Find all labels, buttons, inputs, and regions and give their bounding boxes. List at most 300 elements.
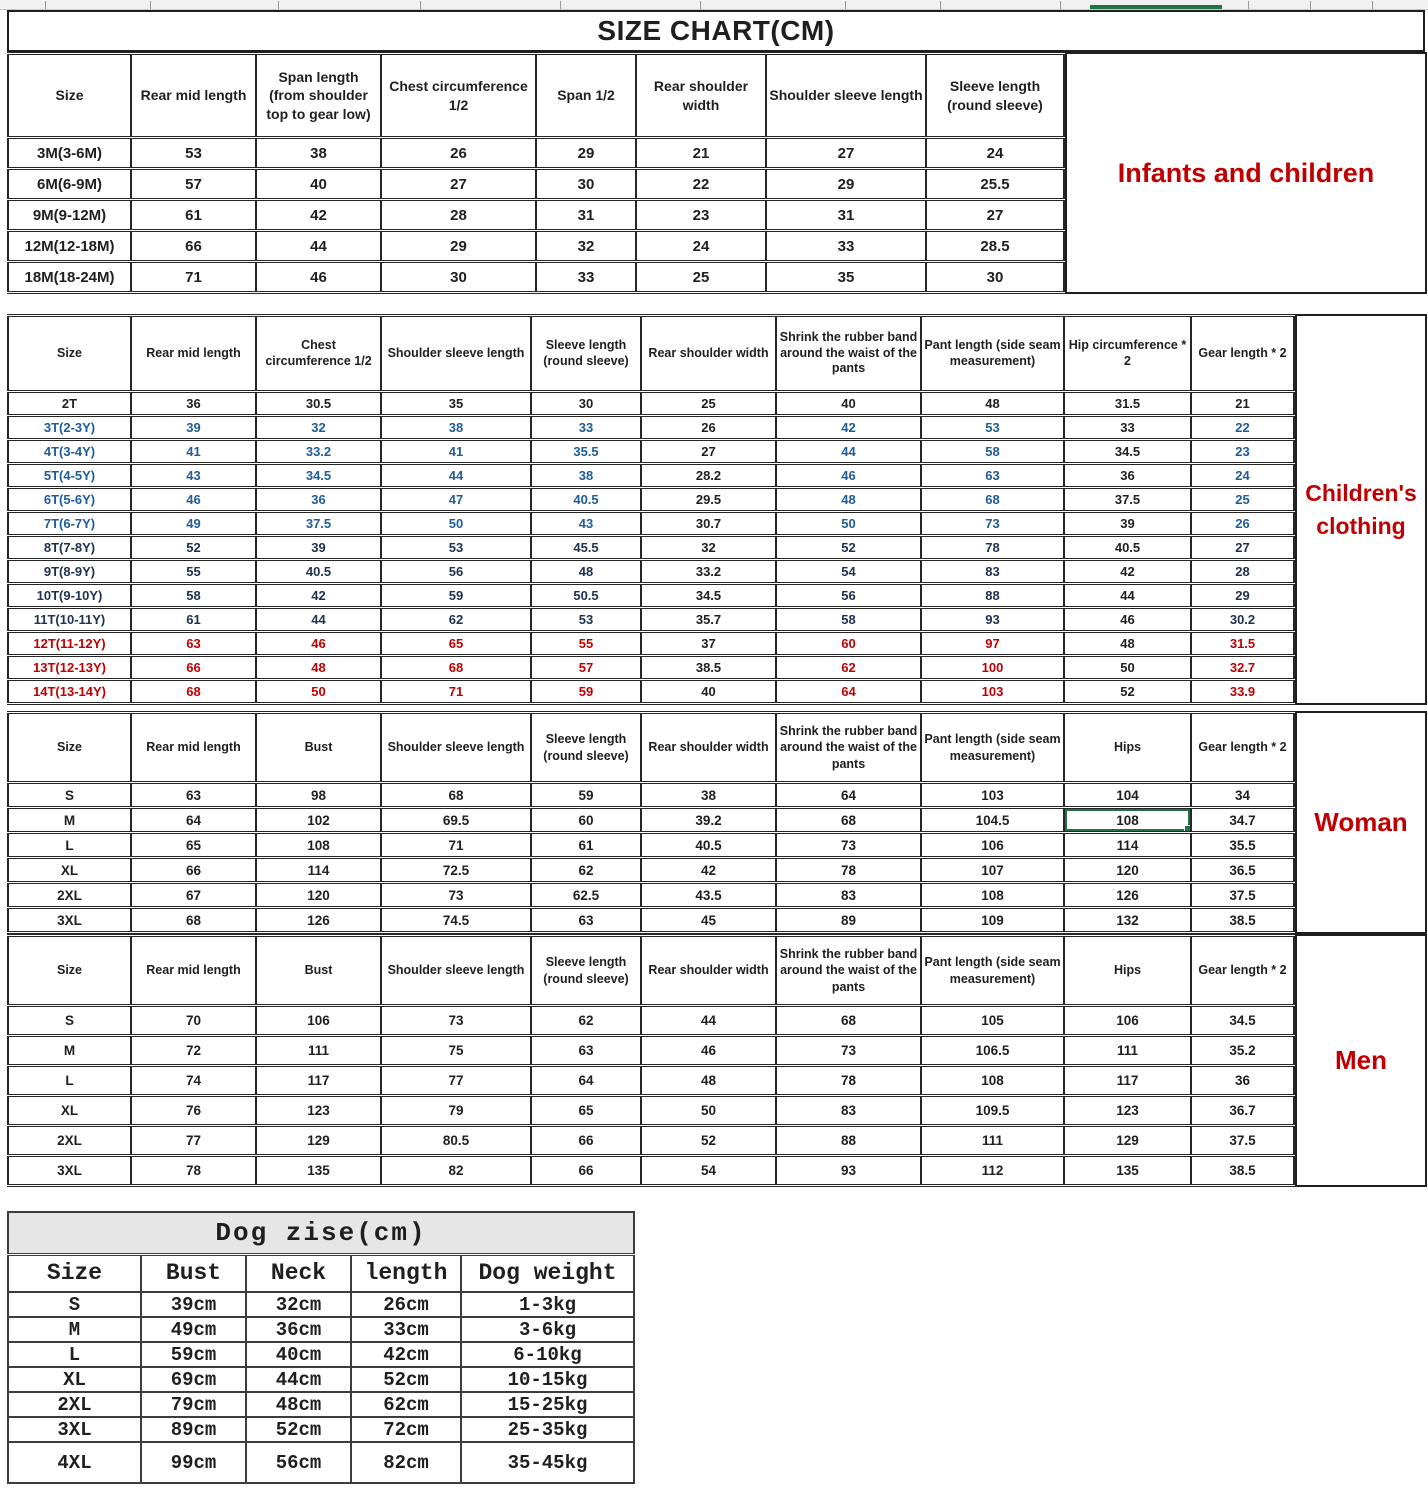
value-cell: 48: [776, 488, 921, 512]
value-cell: 63: [921, 464, 1064, 488]
dog-size-table: [7, 1211, 635, 1484]
value-cell: 36: [256, 488, 381, 512]
row-size-cell: 9T(8-9Y): [8, 560, 131, 584]
value-cell: 44: [381, 464, 531, 488]
table-row: [8, 584, 1294, 608]
value-cell: 35.5: [531, 440, 641, 464]
row-size-cell: 14T(13-14Y): [8, 680, 131, 704]
value-cell: 39.2: [641, 808, 776, 833]
value-cell: 1-3kg: [461, 1292, 634, 1317]
value-cell: 36: [1064, 464, 1191, 488]
infants-section: [7, 52, 1428, 294]
table-row: [8, 138, 1064, 169]
value-cell: 46: [776, 464, 921, 488]
column-header: Rear shoulder width: [641, 713, 776, 783]
value-cell: 48: [531, 560, 641, 584]
table-row: [8, 1006, 1294, 1036]
row-size-cell: 8T(7-8Y): [8, 536, 131, 560]
value-cell: 42cm: [351, 1342, 461, 1367]
value-cell: 32.7: [1191, 656, 1294, 680]
row-size-cell: 6T(5-6Y): [8, 488, 131, 512]
value-cell: 44: [256, 231, 381, 262]
grid-tick: [150, 1, 151, 9]
value-cell: 72cm: [351, 1417, 461, 1442]
value-cell: 99cm: [141, 1442, 246, 1483]
value-cell: 59cm: [141, 1342, 246, 1367]
row-size-cell: 5T(4-5Y): [8, 464, 131, 488]
value-cell: 103: [921, 783, 1064, 808]
row-size-cell: L: [8, 833, 131, 858]
spreadsheet-grid-strip: [0, 0, 1428, 10]
grid-tick: [420, 1, 421, 9]
value-cell: 43: [531, 512, 641, 536]
grid-tick: [560, 1, 561, 9]
value-cell: 68: [381, 656, 531, 680]
value-cell: 37.5: [1191, 1126, 1294, 1156]
value-cell: 39: [1064, 512, 1191, 536]
value-cell: 65: [381, 632, 531, 656]
value-cell: 50: [641, 1096, 776, 1126]
value-cell: 53: [921, 416, 1064, 440]
table-row: [8, 783, 1294, 808]
column-header: Sleeve length (round sleeve): [531, 936, 641, 1006]
column-header: Bust: [256, 713, 381, 783]
value-cell: 29: [766, 169, 926, 200]
value-cell: 68: [131, 680, 256, 704]
row-size-cell: 3M(3-6M): [8, 138, 131, 169]
value-cell: 111: [921, 1126, 1064, 1156]
value-cell: 39: [131, 416, 256, 440]
value-cell: 73: [776, 833, 921, 858]
value-cell: 41: [131, 440, 256, 464]
value-cell: 34.7: [1191, 808, 1294, 833]
row-size-cell: 4XL: [8, 1442, 141, 1483]
value-cell: 26cm: [351, 1292, 461, 1317]
value-cell: 35.2: [1191, 1036, 1294, 1066]
column-header: length: [351, 1254, 461, 1292]
row-size-cell: 4T(3-4Y): [8, 440, 131, 464]
value-cell: 30: [381, 262, 536, 293]
value-cell: 106.5: [921, 1036, 1064, 1066]
value-cell: 53: [381, 536, 531, 560]
value-cell: 65: [131, 833, 256, 858]
table-row: [8, 1096, 1294, 1126]
value-cell: 46: [641, 1036, 776, 1066]
value-cell: 126: [256, 908, 381, 933]
value-cell: 54: [641, 1156, 776, 1186]
value-cell: 88: [776, 1126, 921, 1156]
value-cell: 42: [776, 416, 921, 440]
column-header: Sleeve length (round sleeve): [531, 713, 641, 783]
value-cell: 73: [776, 1036, 921, 1066]
column-header: Size: [8, 713, 131, 783]
value-cell: 38.5: [641, 656, 776, 680]
column-header: Pant length (side seam measurement): [921, 936, 1064, 1006]
row-size-cell: 12T(11-12Y): [8, 632, 131, 656]
column-header: Gear length * 2: [1191, 713, 1294, 783]
column-header: Shoulder sleeve length: [381, 316, 531, 392]
value-cell: 68: [131, 908, 256, 933]
column-header: Rear mid length: [131, 316, 256, 392]
table-row: [8, 858, 1294, 883]
value-cell: 27: [1191, 536, 1294, 560]
column-header: Shrink the rubber band around the waist of the pants: [776, 316, 921, 392]
value-cell: 135: [1064, 1156, 1191, 1186]
value-cell: 33: [536, 262, 636, 293]
value-cell: 28: [381, 200, 536, 231]
table-row: [8, 1342, 634, 1367]
value-cell: 63: [531, 908, 641, 933]
value-cell: 88: [921, 584, 1064, 608]
value-cell: 37.5: [1064, 488, 1191, 512]
table-row: [8, 1156, 1294, 1186]
value-cell: 109.5: [921, 1096, 1064, 1126]
column-header: Span length (from shoulder top to gear low): [256, 54, 381, 138]
men-label-text: Men: [1335, 1045, 1387, 1075]
column-header: Size: [8, 54, 131, 138]
value-cell: 63: [131, 632, 256, 656]
table-row: [8, 1442, 634, 1483]
value-cell: 89: [776, 908, 921, 933]
table-row: [8, 608, 1294, 632]
value-cell: 61: [131, 608, 256, 632]
row-size-cell: M: [8, 1036, 131, 1066]
woman-size-table: [7, 711, 1295, 934]
value-cell: 27: [766, 138, 926, 169]
value-cell: 45: [641, 908, 776, 933]
value-cell: 25: [641, 392, 776, 416]
value-cell: 33: [531, 416, 641, 440]
value-cell: 126: [1064, 883, 1191, 908]
value-cell: 46: [256, 262, 381, 293]
value-cell: 129: [256, 1126, 381, 1156]
woman-section: [7, 711, 1428, 934]
value-cell: 71: [381, 833, 531, 858]
table-row: [8, 1036, 1294, 1066]
value-cell: 40.5: [1064, 536, 1191, 560]
value-cell: 28.5: [926, 231, 1064, 262]
header-row: [8, 713, 1294, 783]
value-cell: 36: [1191, 1066, 1294, 1096]
value-cell: 26: [1191, 512, 1294, 536]
value-cell: 71: [131, 262, 256, 293]
value-cell: 33.2: [256, 440, 381, 464]
value-cell: 55: [531, 632, 641, 656]
value-cell: 30.7: [641, 512, 776, 536]
value-cell: 61: [131, 200, 256, 231]
table-title-row: [8, 1212, 634, 1254]
row-size-cell: 6M(6-9M): [8, 169, 131, 200]
value-cell: 64: [131, 808, 256, 833]
value-cell: 50: [381, 512, 531, 536]
value-cell: 36.5: [1191, 858, 1294, 883]
value-cell: 111: [256, 1036, 381, 1066]
value-cell: 52: [641, 1126, 776, 1156]
column-header: Chest circumference 1/2: [381, 54, 536, 138]
value-cell: 27: [926, 200, 1064, 231]
value-cell: 53: [531, 608, 641, 632]
value-cell: 68: [381, 783, 531, 808]
column-header: Hip circumference * 2: [1064, 316, 1191, 392]
value-cell: 105: [921, 1006, 1064, 1036]
header-row: [8, 1254, 634, 1292]
value-cell: 40.5: [531, 488, 641, 512]
value-cell: 38: [381, 416, 531, 440]
value-cell: 70: [131, 1006, 256, 1036]
value-cell: 61: [531, 833, 641, 858]
value-cell: 62: [776, 656, 921, 680]
value-cell: 82cm: [351, 1442, 461, 1483]
value-cell: 106: [1064, 1006, 1191, 1036]
grid-tick: [1372, 1, 1373, 9]
value-cell: 69cm: [141, 1367, 246, 1392]
value-cell: 49: [131, 512, 256, 536]
value-cell: 56: [381, 560, 531, 584]
value-cell: 80.5: [381, 1126, 531, 1156]
value-cell: 106: [921, 833, 1064, 858]
grid-strip-highlight: [1090, 5, 1222, 9]
value-cell: 34.5: [1191, 1006, 1294, 1036]
value-cell: 73: [381, 1006, 531, 1036]
grid-tick: [45, 1, 46, 9]
chart-title-bar: [7, 10, 1425, 52]
value-cell: 48: [641, 1066, 776, 1096]
value-cell: 30: [536, 169, 636, 200]
value-cell: 36cm: [246, 1317, 351, 1342]
table-row: [8, 632, 1294, 656]
value-cell: 30.2: [1191, 608, 1294, 632]
children-label-text: Children's clothing: [1305, 480, 1417, 539]
column-header: Rear shoulder width: [641, 936, 776, 1006]
table-row: [8, 416, 1294, 440]
table-row: [8, 169, 1064, 200]
grid-tick: [1060, 1, 1061, 9]
value-cell: 78: [131, 1156, 256, 1186]
column-header: Size: [8, 316, 131, 392]
value-cell: 31.5: [1191, 632, 1294, 656]
table-row: [8, 833, 1294, 858]
value-cell: 36.7: [1191, 1096, 1294, 1126]
value-cell: 83: [921, 560, 1064, 584]
value-cell: 25: [1191, 488, 1294, 512]
value-cell: 73: [921, 512, 1064, 536]
table-row: [8, 808, 1294, 833]
column-header: Rear shoulder width: [641, 316, 776, 392]
column-header: Chest circumference 1/2: [256, 316, 381, 392]
value-cell: 117: [1064, 1066, 1191, 1096]
value-cell: 59: [531, 680, 641, 704]
value-cell: 97: [921, 632, 1064, 656]
grid-tick: [1248, 1, 1249, 9]
value-cell: 27: [381, 169, 536, 200]
value-cell: 34.5: [641, 584, 776, 608]
value-cell: 38: [641, 783, 776, 808]
value-cell: 74.5: [381, 908, 531, 933]
column-header: Span 1/2: [536, 54, 636, 138]
table-row: [8, 1126, 1294, 1156]
grid-tick: [278, 1, 279, 9]
value-cell: 45.5: [531, 536, 641, 560]
value-cell: 40: [641, 680, 776, 704]
value-cell: 39: [256, 536, 381, 560]
value-cell: 35: [381, 392, 531, 416]
children-section-label: [1295, 314, 1427, 705]
value-cell: 30: [531, 392, 641, 416]
value-cell: 48cm: [246, 1392, 351, 1417]
value-cell: 41: [381, 440, 531, 464]
value-cell: 71: [381, 680, 531, 704]
column-header: Shrink the rubber band around the waist of the pants: [776, 936, 921, 1006]
column-header: Shrink the rubber band around the waist of the pants: [776, 713, 921, 783]
value-cell: 24: [636, 231, 766, 262]
value-cell: 82: [381, 1156, 531, 1186]
value-cell: 35.5: [1191, 833, 1294, 858]
column-header: Pant length (side seam measurement): [921, 316, 1064, 392]
value-cell: 40cm: [246, 1342, 351, 1367]
value-cell: 57: [531, 656, 641, 680]
row-size-cell: XL: [8, 1367, 141, 1392]
value-cell: 135: [256, 1156, 381, 1186]
woman-section-label: [1295, 711, 1427, 934]
table-row: [8, 200, 1064, 231]
value-cell: 32: [536, 231, 636, 262]
value-cell: 79cm: [141, 1392, 246, 1417]
value-cell: 43: [131, 464, 256, 488]
value-cell: 23: [636, 200, 766, 231]
column-header: Hips: [1064, 936, 1191, 1006]
column-header: Rear mid length: [131, 713, 256, 783]
value-cell: 50.5: [531, 584, 641, 608]
row-size-cell: 2XL: [8, 1126, 131, 1156]
row-size-cell: L: [8, 1342, 141, 1367]
value-cell: 26: [641, 416, 776, 440]
value-cell: 123: [1064, 1096, 1191, 1126]
value-cell: 32cm: [246, 1292, 351, 1317]
value-cell: 68: [921, 488, 1064, 512]
value-cell: 33: [766, 231, 926, 262]
table-row: [8, 1392, 634, 1417]
value-cell: 100: [921, 656, 1064, 680]
value-cell: 48: [1064, 632, 1191, 656]
value-cell: 46: [1064, 608, 1191, 632]
value-cell: 63: [131, 783, 256, 808]
value-cell: 25.5: [926, 169, 1064, 200]
woman-label-text: Woman: [1314, 807, 1408, 837]
value-cell: 78: [776, 1066, 921, 1096]
value-cell: 30.5: [256, 392, 381, 416]
value-cell: 104: [1064, 783, 1191, 808]
table-row: [8, 1417, 634, 1442]
value-cell: 47: [381, 488, 531, 512]
value-cell: 62cm: [351, 1392, 461, 1417]
value-cell: 42: [256, 584, 381, 608]
column-header: Pant length (side seam measurement): [921, 713, 1064, 783]
value-cell: 25-35kg: [461, 1417, 634, 1442]
row-size-cell: 3XL: [8, 908, 131, 933]
value-cell: 29: [1191, 584, 1294, 608]
value-cell: 62: [381, 608, 531, 632]
value-cell: 66: [131, 656, 256, 680]
value-cell: 27: [641, 440, 776, 464]
value-cell: 35-45kg: [461, 1442, 634, 1483]
value-cell: 42: [641, 858, 776, 883]
value-cell: 77: [381, 1066, 531, 1096]
table-row: [8, 1066, 1294, 1096]
value-cell: 77: [131, 1126, 256, 1156]
grid-tick: [1310, 1, 1311, 9]
value-cell: 55: [131, 560, 256, 584]
column-header: Shoulder sleeve length: [381, 936, 531, 1006]
value-cell: 37: [641, 632, 776, 656]
value-cell: 52: [1064, 680, 1191, 704]
column-header: Hips: [1064, 713, 1191, 783]
value-cell: 24: [926, 138, 1064, 169]
row-size-cell: S: [8, 1292, 141, 1317]
value-cell: 68: [776, 1006, 921, 1036]
value-cell: 114: [1064, 833, 1191, 858]
value-cell: 37.5: [1191, 883, 1294, 908]
row-size-cell: 12M(12-18M): [8, 231, 131, 262]
value-cell: 114: [256, 858, 381, 883]
value-cell: 66: [131, 858, 256, 883]
value-cell: 32: [641, 536, 776, 560]
table-row: [8, 883, 1294, 908]
men-size-table: [7, 934, 1295, 1187]
value-cell: 10-15kg: [461, 1367, 634, 1392]
value-cell: 63: [531, 1036, 641, 1066]
value-cell: 38: [256, 138, 381, 169]
value-cell: 66: [531, 1126, 641, 1156]
table-row: [8, 1292, 634, 1317]
row-size-cell: 2T: [8, 392, 131, 416]
value-cell: 31: [766, 200, 926, 231]
column-header: Size: [8, 1254, 141, 1292]
row-size-cell: L: [8, 1066, 131, 1096]
row-size-cell: 3XL: [8, 1417, 141, 1442]
value-cell: 112: [921, 1156, 1064, 1186]
children-section: [7, 314, 1428, 705]
value-cell: 89cm: [141, 1417, 246, 1442]
column-header: Rear shoulder width: [636, 54, 766, 138]
value-cell: 132: [1064, 908, 1191, 933]
value-cell: 38.5: [1191, 1156, 1294, 1186]
table-row: [8, 512, 1294, 536]
value-cell: 109: [921, 908, 1064, 933]
value-cell: 3-6kg: [461, 1317, 634, 1342]
table-row: [8, 488, 1294, 512]
value-cell: 79: [381, 1096, 531, 1126]
value-cell: 117: [256, 1066, 381, 1096]
grid-tick: [700, 1, 701, 9]
row-size-cell: S: [8, 783, 131, 808]
value-cell: 107: [921, 858, 1064, 883]
value-cell: 44: [1064, 584, 1191, 608]
value-cell: 44: [256, 608, 381, 632]
value-cell: 69.5: [381, 808, 531, 833]
column-header: Shoulder sleeve length: [766, 54, 926, 138]
value-cell: 75: [381, 1036, 531, 1066]
value-cell: 52: [131, 536, 256, 560]
value-cell: 111: [1064, 1036, 1191, 1066]
value-cell: 31: [536, 200, 636, 231]
infants-label-text: Infants and children: [1117, 157, 1375, 188]
table-row: [8, 464, 1294, 488]
row-size-cell: 9M(9-12M): [8, 200, 131, 231]
value-cell: 22: [1191, 416, 1294, 440]
value-cell: 78: [776, 858, 921, 883]
value-cell: 24: [1191, 464, 1294, 488]
value-cell: 29: [381, 231, 536, 262]
